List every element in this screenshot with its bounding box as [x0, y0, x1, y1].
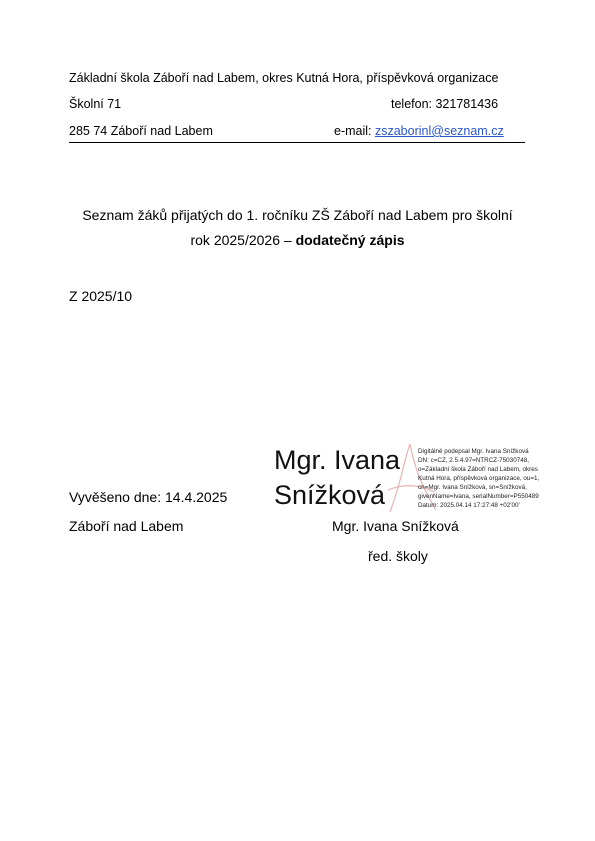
school-street: Školní 71	[69, 97, 122, 111]
document-title-line1: Seznam žáků přijatých do 1. ročníku ZŠ Záboří nad Labem pro školní	[82, 207, 513, 223]
signature-details: Digitálně podepsal Mgr. Ivana Snížková DN: c=CZ, 2.5.4.97=NTRCZ-75030748, o=Základní škola Záboří nad Labem, okres Kutná Hora, příspěvková organizace, ou=1, cn=Mgr. Ivana Snížková, sn=Snížková, givenName=Ivana, serialNumber=P550489 Datum: 2025.04.14 17:27:48 +02'00'	[418, 448, 540, 509]
document-title-year: rok 2025/2026 –	[190, 232, 296, 248]
school-phone: telefon: 321781436	[391, 97, 499, 111]
signatory-name: Mgr. Ivana Snížková	[332, 518, 459, 534]
document-title-bold: dodatečný zápis	[295, 232, 405, 248]
school-city: 285 74 Záboří nad Labem	[69, 124, 213, 138]
signature-name-line2: Snížková	[274, 480, 386, 510]
signatory-role: řed. školy	[368, 548, 428, 564]
email-label: e-mail:	[334, 124, 375, 138]
signature-name-line1: Mgr. Ivana	[274, 445, 401, 475]
place: Záboří nad Labem	[69, 518, 184, 534]
school-name: Základní škola Záboří nad Labem, okres Kutná Hora, příspěvková organizace	[69, 71, 499, 85]
document-title-line2	[0, 232, 595, 248]
email-row	[334, 124, 504, 138]
email-link[interactable]: zszaborinl@seznam.cz	[374, 124, 504, 138]
reference-number: Z 2025/10	[69, 288, 133, 304]
posted-date: Vyvěšeno dne: 14.4.2025	[69, 489, 228, 505]
header-rule	[69, 142, 525, 143]
